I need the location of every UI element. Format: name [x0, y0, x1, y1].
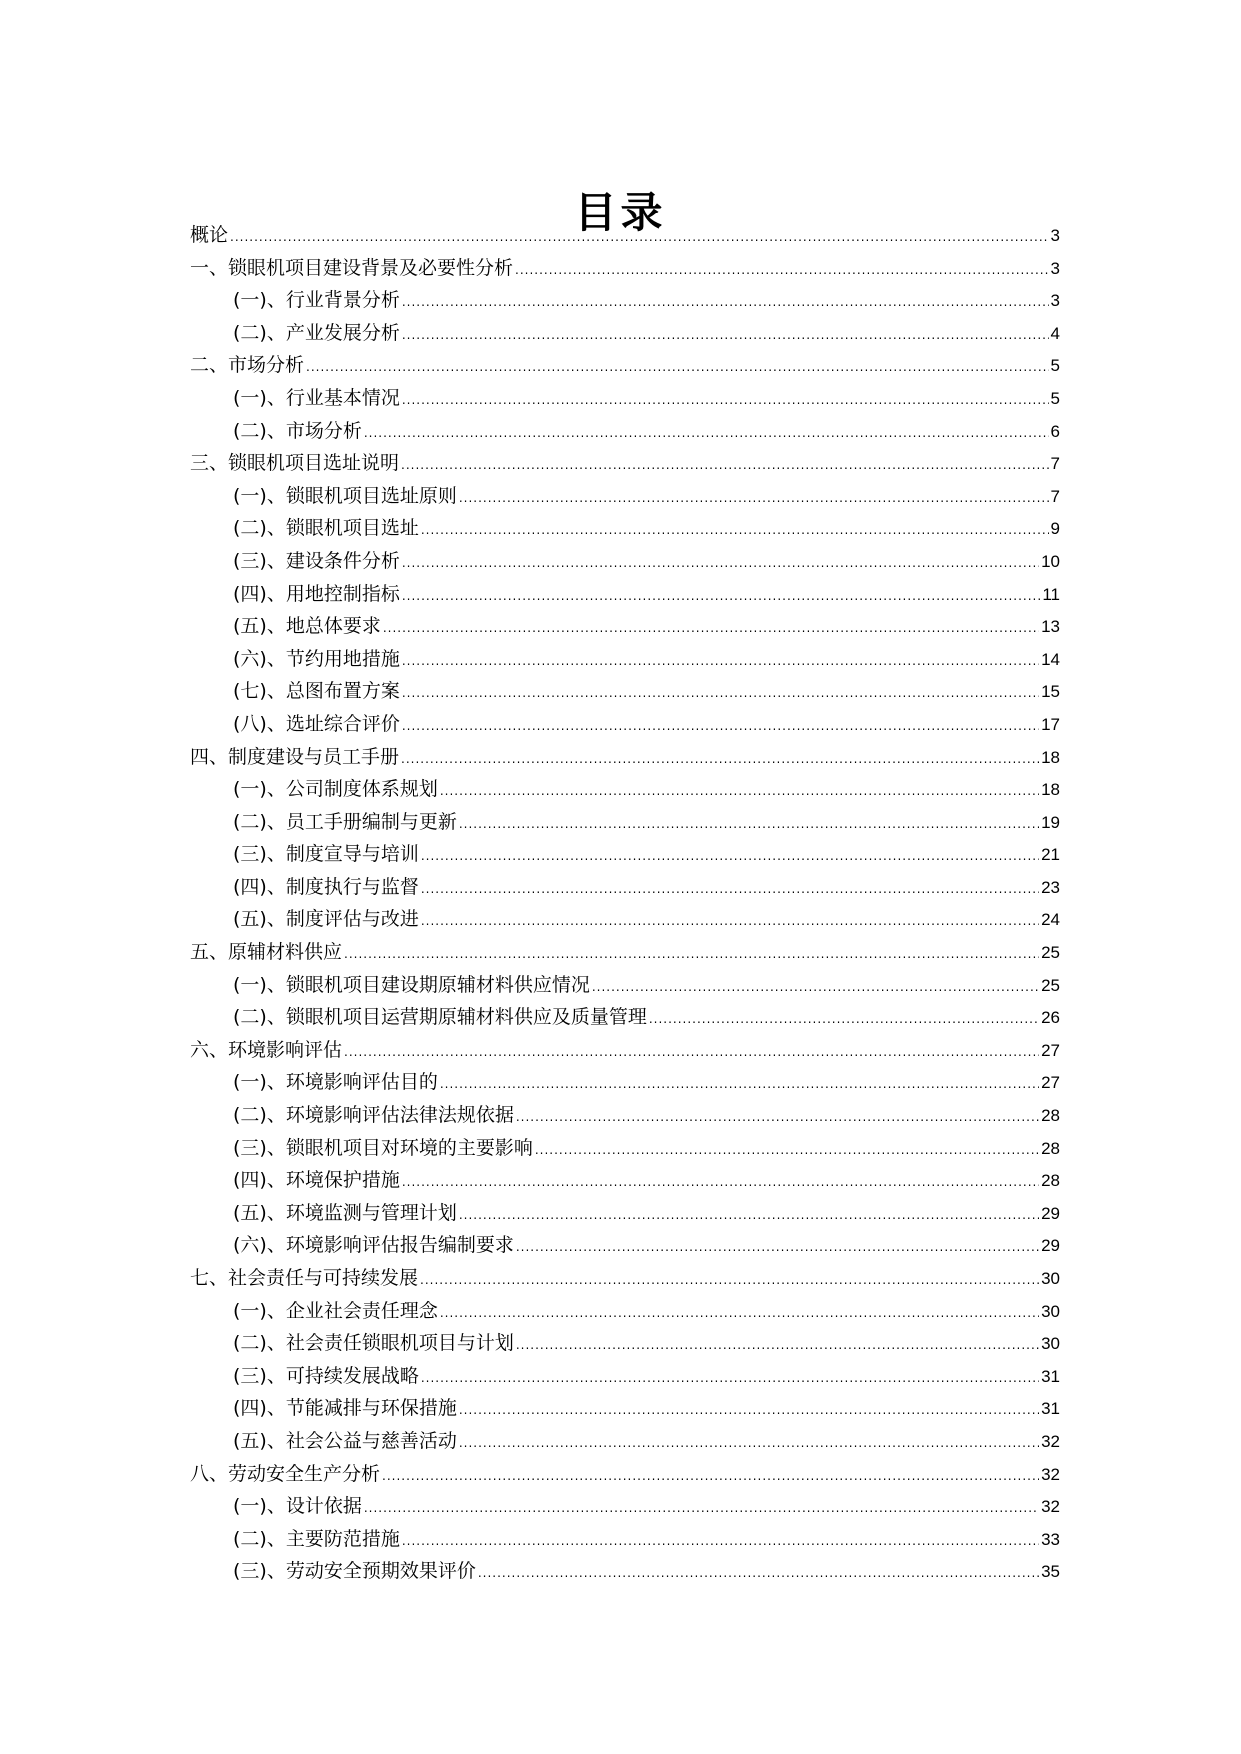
toc-entry-label: (二)、社会责任锁眼机项目与计划 — [233, 1332, 514, 1355]
toc-entry[interactable] — [190, 1295, 1060, 1328]
toc-entry-page-number: 29 — [1041, 1203, 1060, 1223]
toc-entry[interactable] — [190, 838, 1060, 871]
toc-entry[interactable] — [190, 903, 1060, 936]
toc-entry-label: 八、劳动安全生产分析 — [190, 1462, 381, 1485]
toc-entry-label: (二)、员工手册编制与更新 — [233, 810, 457, 833]
toc-dot-leader — [364, 417, 1049, 450]
toc-entry-label: 四、制度建设与员工手册 — [190, 745, 400, 768]
toc-entry-page-number: 30 — [1041, 1301, 1060, 1321]
toc-entry-label: 七、社会责任与可持续发展 — [190, 1267, 419, 1289]
toc-entry-label: (五)、制度评估与改进 — [233, 908, 419, 931]
toc-entry-label: (四)、制度执行与监督 — [233, 875, 419, 898]
toc-entry-page-number: 27 — [1041, 1073, 1060, 1093]
toc-dot-leader — [402, 286, 1049, 319]
toc-entry-page-number: 23 — [1041, 877, 1060, 897]
toc-dot-leader — [421, 905, 1039, 938]
toc-dot-leader — [459, 808, 1039, 841]
toc-entry-label: (二)、产业发展分析 — [233, 321, 400, 344]
toc-entry-label: (一)、企业社会责任理念 — [233, 1299, 438, 1322]
toc-entry-label: 二、市场分析 — [190, 354, 305, 377]
toc-entry-label: (一)、公司制度体系规划 — [233, 778, 438, 801]
toc-dot-leader — [402, 384, 1049, 417]
toc-entry-label: (五)、地总体要求 — [233, 615, 381, 638]
toc-entry[interactable] — [190, 936, 1060, 969]
toc-entry[interactable] — [190, 1034, 1060, 1067]
toc-dot-leader — [459, 1199, 1039, 1232]
toc-entry[interactable] — [190, 1360, 1060, 1393]
toc-dot-leader — [592, 971, 1039, 1004]
toc-dot-leader — [440, 1068, 1039, 1101]
toc-dot-leader — [440, 775, 1039, 808]
toc-entry-label: (五)、社会公益与慈善活动 — [233, 1429, 457, 1452]
toc-dot-leader — [515, 254, 1049, 287]
toc-dot-leader — [459, 1394, 1039, 1427]
toc-entry-page-number: 32 — [1041, 1431, 1060, 1451]
toc-dot-leader — [421, 840, 1039, 873]
toc-entry-label: (一)、环境影响评估目的 — [233, 1071, 438, 1094]
toc-entry-label: (二)、锁眼机项目运营期原辅材料供应及质量管理 — [233, 1006, 647, 1029]
toc-entry-page-number: 5 — [1050, 388, 1060, 408]
toc-entry-page-number: 29 — [1041, 1236, 1060, 1256]
toc-entry-page-number: 32 — [1041, 1497, 1060, 1517]
toc-entry-label: (三)、可持续发展战略 — [233, 1364, 419, 1387]
toc-entry[interactable] — [190, 773, 1060, 806]
toc-entry[interactable] — [190, 708, 1060, 741]
toc-entry-page-number: 28 — [1041, 1138, 1060, 1158]
toc-entry[interactable] — [190, 545, 1060, 578]
toc-dot-leader — [649, 1003, 1039, 1036]
toc-entry-label: 五、原辅材料供应 — [190, 941, 343, 964]
toc-entry-page-number: 11 — [1042, 584, 1060, 604]
toc-entry-page-number: 18 — [1041, 780, 1060, 800]
toc-entry[interactable] — [190, 1164, 1060, 1197]
toc-entry[interactable] — [190, 252, 1060, 285]
toc-entry-page-number: 7 — [1050, 486, 1060, 506]
toc-entry[interactable] — [190, 1458, 1060, 1491]
toc-entry-label: 三、锁眼机项目选址说明 — [190, 452, 400, 475]
toc-entry[interactable] — [190, 1523, 1060, 1556]
toc-entry-page-number: 10 — [1041, 551, 1060, 571]
toc-dot-leader — [402, 319, 1049, 352]
toc-dot-leader — [535, 1134, 1039, 1167]
toc-entry-page-number: 17 — [1041, 714, 1060, 734]
toc-entry-label: (一)、锁眼机项目建设期原辅材料供应情况 — [233, 973, 590, 996]
toc-entry-label: (三)、劳动安全预期效果评价 — [233, 1560, 476, 1583]
toc-entry-label: (七)、总图布置方案 — [233, 680, 400, 703]
toc-entry-label: 一、锁眼机项目建设背景及必要性分析 — [190, 256, 514, 279]
toc-entry-label: 概论 — [190, 224, 229, 246]
toc-entry[interactable] — [190, 871, 1060, 904]
toc-entry-page-number: 13 — [1041, 617, 1060, 637]
toc-entry-label: (六)、节约用地措施 — [233, 647, 400, 670]
toc-entry-page-number: 30 — [1041, 1269, 1060, 1288]
toc-entry-label: (二)、锁眼机项目选址 — [233, 517, 419, 540]
toc-entry[interactable] — [190, 1327, 1060, 1360]
toc-entry-page-number: 5 — [1050, 356, 1060, 376]
toc-entry-page-number: 32 — [1041, 1464, 1060, 1484]
toc-dot-leader — [516, 1329, 1039, 1362]
toc-dot-leader — [459, 1427, 1039, 1460]
toc-dot-leader — [344, 938, 1039, 971]
toc-entry[interactable] — [190, 1490, 1060, 1523]
toc-entry-label: (一)、行业背景分析 — [233, 289, 400, 312]
toc-entry[interactable] — [190, 741, 1060, 774]
toc-entry[interactable] — [190, 610, 1060, 643]
toc-entry-page-number: 14 — [1041, 649, 1060, 669]
toc-entry-label: (四)、环境保护措施 — [233, 1169, 400, 1192]
toc-entry-label: (四)、用地控制指标 — [233, 582, 400, 605]
toc-entry-page-number: 27 — [1041, 1040, 1060, 1060]
toc-entry-label: (六)、环境影响评估报告编制要求 — [233, 1234, 514, 1257]
toc-entry-page-number: 25 — [1041, 943, 1060, 963]
toc-entry-label: (一)、设计依据 — [233, 1495, 362, 1518]
toc-entry-page-number: 3 — [1050, 291, 1060, 311]
toc-dot-leader — [402, 645, 1039, 678]
toc-dot-leader — [459, 482, 1049, 515]
toc-entry-page-number: 4 — [1050, 323, 1060, 343]
table-of-contents — [190, 219, 1060, 1588]
toc-entry[interactable] — [190, 219, 1060, 252]
toc-dot-leader — [421, 873, 1039, 906]
toc-entry-page-number: 30 — [1041, 1334, 1060, 1354]
toc-dot-leader — [401, 743, 1039, 776]
toc-entry-label: (四)、节能减排与环保措施 — [233, 1397, 457, 1420]
toc-entry[interactable] — [190, 969, 1060, 1002]
toc-dot-leader — [440, 1297, 1039, 1330]
toc-entry[interactable] — [190, 1425, 1060, 1458]
toc-dot-leader — [401, 449, 1049, 482]
toc-dot-leader — [383, 612, 1039, 645]
toc-entry[interactable] — [190, 415, 1060, 448]
toc-entry-page-number: 28 — [1041, 1171, 1060, 1191]
toc-dot-leader — [516, 1231, 1039, 1264]
toc-entry-page-number: 24 — [1041, 910, 1060, 930]
toc-entry-label: (二)、主要防范措施 — [233, 1527, 400, 1550]
toc-entry[interactable] — [190, 1001, 1060, 1034]
toc-entry[interactable] — [190, 284, 1060, 317]
toc-entry-page-number: 25 — [1041, 975, 1060, 995]
toc-entry[interactable] — [190, 675, 1060, 708]
toc-dot-leader — [306, 351, 1049, 384]
toc-entry[interactable] — [190, 806, 1060, 839]
toc-entry[interactable] — [190, 643, 1060, 676]
toc-entry[interactable] — [190, 512, 1060, 545]
toc-entry[interactable] — [190, 1099, 1060, 1132]
toc-entry-page-number: 21 — [1041, 845, 1060, 865]
toc-dot-leader — [344, 1036, 1039, 1069]
toc-entry-label: (一)、锁眼机项目选址原则 — [233, 484, 457, 507]
toc-entry[interactable] — [190, 349, 1060, 382]
toc-entry-page-number: 3 — [1050, 258, 1060, 278]
toc-entry[interactable] — [190, 447, 1060, 480]
toc-entry[interactable] — [190, 1262, 1060, 1295]
toc-entry-label: (八)、选址综合评价 — [233, 712, 400, 735]
toc-dot-leader — [402, 710, 1039, 743]
toc-dot-leader — [364, 1492, 1039, 1525]
toc-entry-page-number: 3 — [1050, 226, 1060, 245]
toc-dot-leader — [402, 1525, 1039, 1558]
toc-dot-leader — [421, 1362, 1039, 1395]
toc-entry-page-number: 31 — [1041, 1366, 1060, 1386]
toc-entry[interactable] — [190, 1066, 1060, 1099]
toc-entry-page-number: 19 — [1041, 812, 1060, 832]
toc-entry-label: (二)、环境影响评估法律法规依据 — [233, 1104, 514, 1127]
toc-entry[interactable] — [190, 1229, 1060, 1262]
toc-entry-page-number: 35 — [1041, 1562, 1060, 1582]
toc-dot-leader — [420, 1264, 1039, 1297]
toc-entry[interactable] — [190, 1132, 1060, 1165]
toc-entry-label: (三)、建设条件分析 — [233, 549, 400, 572]
toc-entry[interactable] — [190, 480, 1060, 513]
toc-entry[interactable] — [190, 578, 1060, 611]
toc-entry-page-number: 7 — [1050, 454, 1060, 474]
toc-dot-leader — [516, 1101, 1039, 1134]
toc-dot-leader — [478, 1557, 1039, 1590]
toc-entry[interactable] — [190, 1392, 1060, 1425]
toc-entry[interactable] — [190, 1555, 1060, 1588]
toc-dot-leader — [230, 221, 1049, 254]
toc-entry-page-number: 6 — [1050, 421, 1060, 441]
toc-entry-page-number: 28 — [1041, 1106, 1060, 1126]
toc-entry-page-number: 9 — [1050, 519, 1060, 539]
toc-entry-label: (三)、制度宣导与培训 — [233, 843, 419, 866]
toc-entry[interactable] — [190, 1197, 1060, 1230]
toc-dot-leader — [402, 580, 1041, 613]
toc-entry-page-number: 18 — [1041, 747, 1060, 767]
toc-dot-leader — [402, 677, 1039, 710]
toc-entry-label: (五)、环境监测与管理计划 — [233, 1201, 457, 1224]
toc-entry-page-number: 26 — [1041, 1008, 1060, 1028]
toc-dot-leader — [402, 1166, 1039, 1199]
toc-entry-page-number: 31 — [1041, 1399, 1060, 1419]
toc-entry-label: (二)、市场分析 — [233, 419, 362, 442]
toc-entry-label: (三)、锁眼机项目对环境的主要影响 — [233, 1136, 533, 1159]
toc-dot-leader — [421, 514, 1049, 547]
toc-entry-label: (一)、行业基本情况 — [233, 386, 400, 409]
toc-entry[interactable] — [190, 382, 1060, 415]
toc-entry[interactable] — [190, 317, 1060, 350]
toc-dot-leader — [382, 1460, 1039, 1493]
toc-entry-page-number: 33 — [1041, 1529, 1060, 1549]
page-title: 目录 — [574, 188, 667, 238]
toc-dot-leader — [402, 547, 1039, 580]
toc-entry-page-number: 15 — [1041, 682, 1060, 702]
toc-entry-label: 六、环境影响评估 — [190, 1038, 343, 1061]
